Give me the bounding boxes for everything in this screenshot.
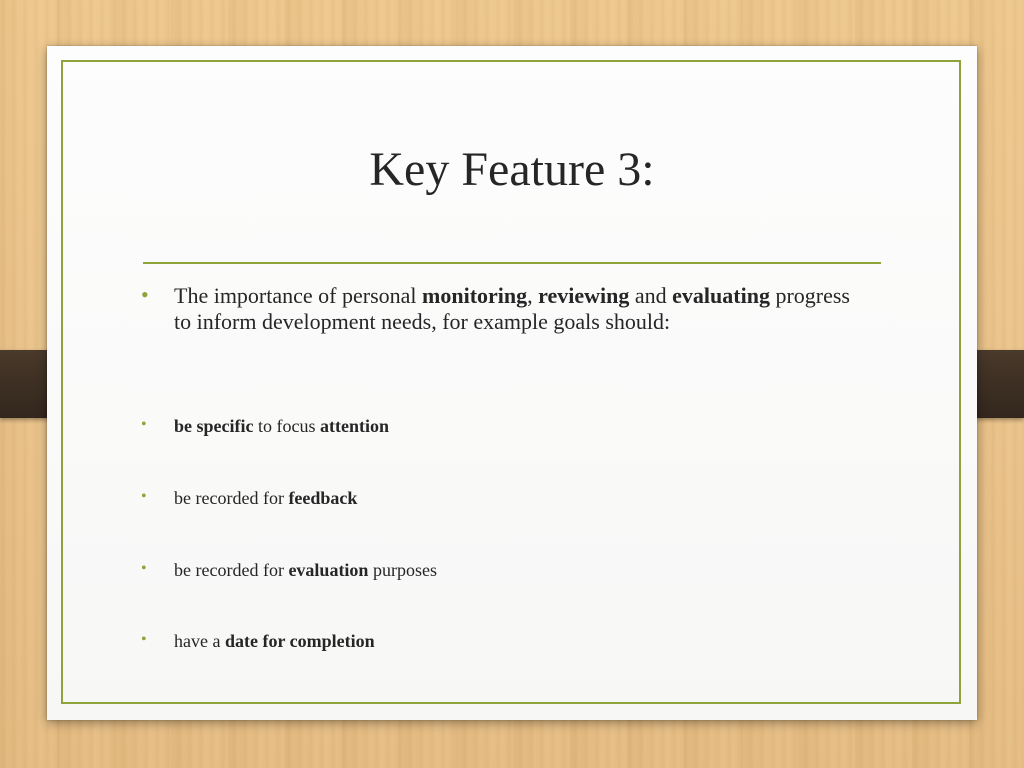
title-divider	[143, 262, 881, 264]
sub-bullet-specific	[141, 415, 841, 437]
slide	[47, 46, 977, 720]
bullet-icon: •	[141, 282, 149, 307]
sub-bullet-feedback	[141, 487, 841, 509]
bullet-icon: •	[141, 488, 147, 505]
sub-bullet-evaluation	[141, 559, 841, 581]
sub-bullet-text: have a date for completion	[174, 631, 375, 651]
sub-bullet-text: be specific to focus attention	[174, 416, 389, 436]
sub-bullet-completion	[141, 630, 841, 652]
main-bullet-text: The importance of personal monitoring, reviewing and evaluating progress to inform development needs, for example goals should:	[174, 283, 850, 334]
sub-bullet-text: be recorded for evaluation purposes	[174, 560, 437, 580]
slide-title: Key Feature 3:	[369, 143, 655, 196]
sub-bullet-text: be recorded for feedback	[174, 488, 358, 508]
bullet-icon: •	[141, 416, 147, 433]
main-bullet	[141, 283, 861, 335]
bullet-icon: •	[141, 560, 147, 577]
bullet-icon: •	[141, 631, 147, 648]
